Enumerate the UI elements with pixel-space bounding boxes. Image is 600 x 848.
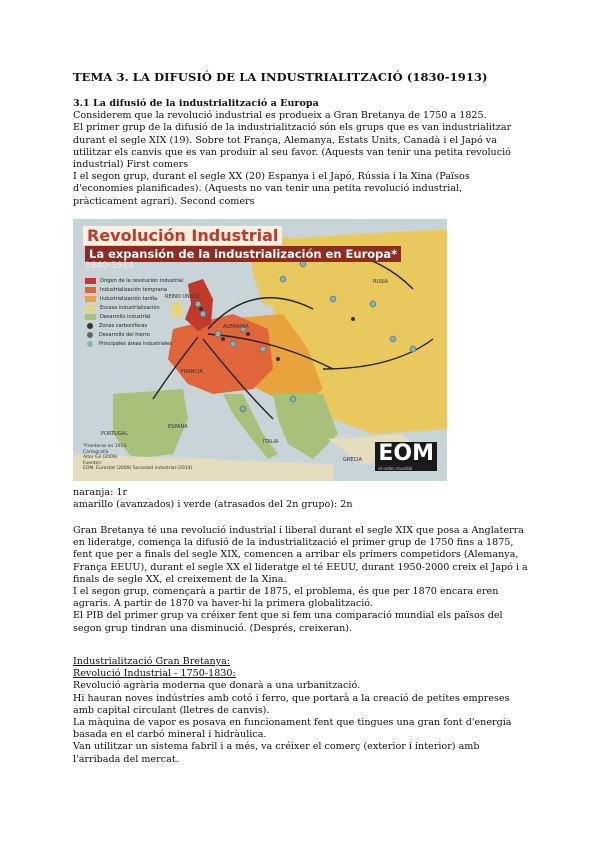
legend-item: Principales áreas industriales xyxy=(85,339,183,348)
intro-paragraph: Considerem que la revolució industrial es produeix a Gran Bretanya de 1750 a 1825. xyxy=(73,110,487,122)
body-paragraph: El PIB del primer grup va créixer fent que si fem una comparació mundial els països del segon grup tindran una disminució. (Després, creixeran). xyxy=(73,610,503,634)
map-title: Revolución Industrial xyxy=(83,226,282,245)
gb-point: La màquina de vapor es posava en funcionament fent que tingues una gran font d'energia basada en el carbó mineral i hidràulica. xyxy=(73,717,512,741)
legend-item: Escasa industrialización xyxy=(85,303,183,312)
legend-item: Industrialización temprana xyxy=(85,285,183,294)
body-paragraph: Gran Bretanya té una revolució industrial i liberal durant el segle XIX que posa a Anglaterra en lideratge, comença la difusió de la industrialització el primer grup de 1750 fins a 1875, fent que per a finals del segle XIX, comencen a arribar els primers competidors (Alemanya, França EEUU), durant el segle XX el lideratge el té EEUU, durant 1950-2000 creix el Japó i a finals de segle XX, el creixement de la Xina. xyxy=(73,525,528,585)
country-label-spain: ESPAÑA xyxy=(168,424,188,430)
gb-point: Van utilitzar un sistema fabril i a més, va créixer el comerç (exterior i interior) amb l'arribada del mercat. xyxy=(73,741,480,765)
legend-item: Desarrollo del hierro xyxy=(85,330,183,339)
gb-point: Revolució agrària moderna que donarà a una urbanització. xyxy=(73,680,361,692)
country-label-italy: ITALIA xyxy=(263,439,279,445)
intro-paragraph: I el segon grup, durant el segle XX (20) Espanya i el Japó, Rússia i la Xina (Països d'economies planificades). (Aquests no van tenir una petita revolució industrial, pràcticament agrari). Second comers xyxy=(73,171,470,207)
legend-item: Industrialización tardía xyxy=(85,294,183,303)
legend-item: Desarrollo industrial xyxy=(85,312,183,321)
gb-point: Hi hauran noves indústries amb cotó i ferro, que portarà a la creació de petites empreses amb capital circulant (lletres de canvis). xyxy=(73,692,510,716)
map-subtitle: La expansión de la industrialización en Europa* xyxy=(85,246,401,262)
map-credit: *Fronteras en 1914 Cartografía Aitor Gil (2009) Fuentes: EOM, Eurostat (2009) Sociedad industrial (2014) xyxy=(83,444,193,471)
legend-item: Origen de la revolución industrial xyxy=(85,276,183,285)
map-notes xyxy=(73,487,528,511)
section-heading: 3.1 La difusió de la industrialització a Europa xyxy=(73,98,319,109)
country-label-germany: ALEMANIA xyxy=(223,324,249,330)
map-note: amarillo (avanzados) i verde (atrasados del 2n grupo): 2n xyxy=(73,499,353,511)
gb-heading: Industrialització Gran Bretanya: xyxy=(73,656,231,667)
map-years: 1840-1914 xyxy=(85,261,135,271)
map-legend xyxy=(85,276,183,348)
country-label-greece: GRECIA xyxy=(343,457,362,463)
country-label-portugal: PORTUGAL xyxy=(101,431,128,437)
page-title: TEMA 3. LA DIFUSIÓ DE LA INDUSTRIALITZACIÓ (1830-1913) xyxy=(73,70,488,84)
country-label-russia: RUSIA xyxy=(373,279,389,285)
intro-block xyxy=(73,98,528,208)
intro-paragraph: El primer grup de la difusió de la industrialització són els grups que es van industrialitzar durant el segle XIX (19). Sobre tot França, Alemanya, Estats Units, Canadà i el Japó va utilitzar els canvis que es van produir al seu favor. (Aquests van tenir una petita revolució industrial) First comers xyxy=(73,122,512,171)
country-label-uk: REINO UNIDO xyxy=(165,294,200,300)
map-note: naranja: 1r xyxy=(73,487,128,498)
body-paragraph: I el segon grup, començarà a partir de 1875, el problema, és que per 1870 encara eren agraris. A partir de 1870 va haver-hi la primera globalització. xyxy=(73,586,499,610)
europe-industrialization-map xyxy=(73,219,447,481)
country-label-france: FRANCIA xyxy=(181,369,203,375)
legend-item: Zonas carboníferas xyxy=(85,321,183,330)
eom-logo: EOM el orden mundial xyxy=(375,442,437,471)
body-block xyxy=(73,525,528,635)
gb-block xyxy=(73,656,528,766)
gb-subheading: Revolució Industrial - 1750-1830: xyxy=(73,668,236,680)
